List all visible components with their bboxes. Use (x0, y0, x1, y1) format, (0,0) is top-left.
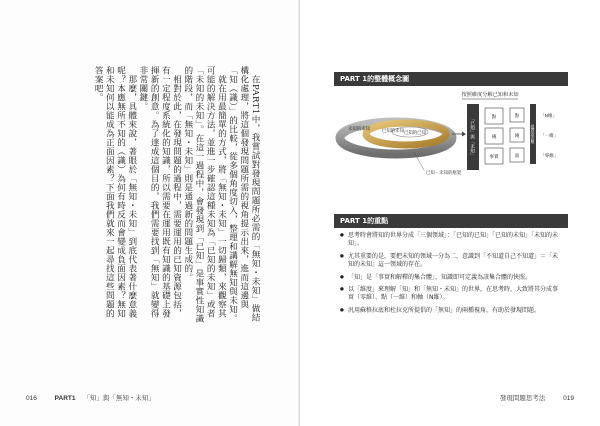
key-point: ● 思考時會將知的世界分成「三個領域」：「已知的已知」「已知的未知」「未知的未知」。 (340, 232, 562, 249)
right-caption: 提問的次數 (531, 124, 535, 144)
vertical-box-label: 「已知」與「未知」 (470, 116, 476, 158)
left-page-number: 016 (26, 395, 37, 402)
key-point: ● 以「維度」來理解「知」和「無知・未知」的世界，在思考時，大致將其分成事實（零維）、點（一維）和軸（N維）。 (340, 286, 562, 303)
key-points-list (340, 232, 562, 319)
left-footer (26, 393, 155, 402)
key-point: ● 「知」是「事實和解釋的集合體」，知識即可定義為該集合體的快照。 (340, 274, 562, 282)
body-paragraph: 那麼，具體來說，著眼於「無知・未知」到底代表著什麼意義呢？本應無所不知的（識）為何有時反而會變成負面因素？無知和未知何以能成為正面因素？下面我們就來一起尋找這些問題的答案吧。 (93, 66, 137, 318)
concept-diagram (334, 86, 568, 196)
key-point: ● 汎用蘇格拉底和杜拉克所提倡的「無知」的兩種視角，有助於發現問題。 (340, 307, 562, 315)
stack-label-fact: 事實 (489, 154, 499, 159)
dimension-zero: 「零維」 (540, 153, 559, 158)
key-point: ● 尤其重要的是，要把未知的領域一分為二，意識到「不知道自己不知道」＝「未知的未知」這一領域的存在。 (340, 253, 562, 270)
right-page-number: 019 (563, 395, 574, 402)
body-paragraph: 相對於此，在發現問題的過程中，需要運用的已知資源包括，有一定程度系統化的知識，所以需要在運用既有知識的基礎上發揮新的創意。為了達成這個目的，我們需要找到「無知」就變得非常關鍵。 (137, 66, 182, 318)
ring-label-unknown-unknown: 未知的未知 (348, 126, 370, 131)
right-footer (500, 393, 574, 402)
running-title: 發現問題思考法 (499, 395, 546, 402)
panel-concept-title: PART 1的整體概念圖 (334, 72, 568, 86)
part-label: PART1 (54, 395, 76, 402)
chapter-title: 「知」與「無知・未知」 (83, 395, 155, 402)
panel-key-points-title: PART 1的重點 (334, 214, 568, 228)
ring-label-framework: 已知・未知的框架 (426, 170, 462, 175)
right-page (300, 0, 600, 426)
middle-label-1: 點 (514, 113, 520, 118)
stack-label-point: 點 (491, 114, 497, 119)
arrowhead (462, 132, 466, 137)
body-paragraph: 就在用最簡單的方式，將「無知・未知」一切歸類，來觀察其可能的解決方法，並進一步確認這種未知為「已知的未知」或者「未知的未知」。在這一過程中，會發現到「已知」是事實性知識的階段，而「無知・未知」則是通過新的問題生成的。 (182, 66, 227, 323)
stack-label-line: 綫 (491, 134, 497, 139)
body-paragraph: 在PART1中，我嘗試對發現問題所必需的「無知・未知」做結構化處理，將這個發現問題所需的視角提示出來，進而這邊與「知（識）」的比較，從多個角度切入，整理和講解無知與未知。 (227, 66, 260, 323)
dimension-n: 「N維」 (540, 113, 558, 118)
ring-label-known-known: 已知的已知 (404, 130, 426, 135)
middle-label-3: 面 (514, 153, 520, 158)
ring-label-known-unknown: 已知的未知 (382, 128, 404, 133)
vertical-body-text (82, 66, 260, 324)
diagram-top-label: 按照維度分解已知和未知 (461, 92, 519, 98)
dimension-one: 「一維」 (540, 133, 559, 138)
middle-label-2: 綫 (514, 133, 520, 138)
